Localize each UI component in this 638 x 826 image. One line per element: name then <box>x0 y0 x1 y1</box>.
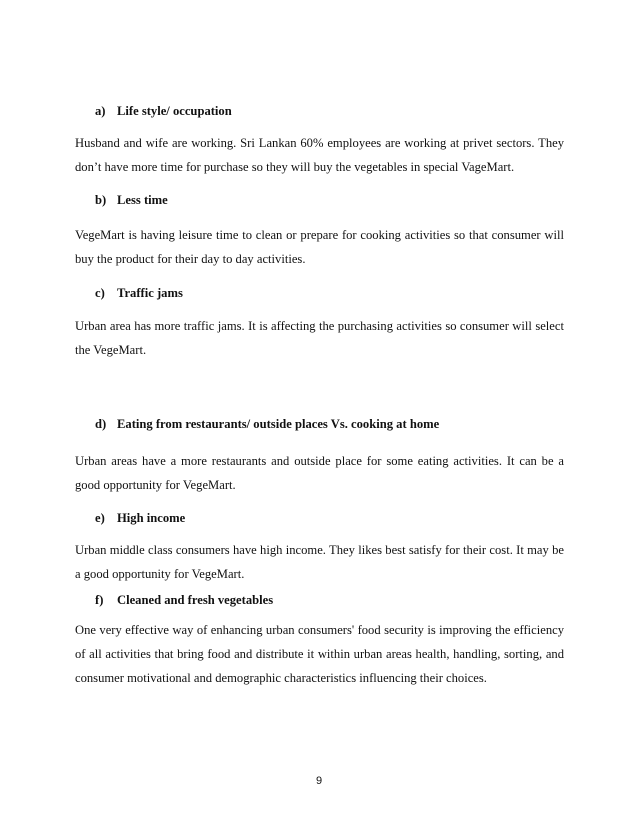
section-c-body: Urban area has more traffic jams. It is affecting the purchasing activities so consumer will select the VegeMart. <box>75 319 564 357</box>
page-number: 9 <box>315 775 323 787</box>
section-d-label: d) <box>95 417 107 431</box>
section-c-title: Traffic jams <box>117 286 183 300</box>
section-b-label: b) <box>95 193 107 207</box>
section-b-title: Less time <box>117 193 168 207</box>
section-e-heading <box>95 511 185 526</box>
section-a-body: Husband and wife are working. Sri Lankan 60% employees are working at privet sectors. They don’t have more time for purchase so they will buy the vegetables in special VageMart. <box>75 136 564 174</box>
section-f-body: One very effective way of enhancing urban consumers' food security is improving the efficiency of all activities that bring food and distribute it within urban areas health, handling, sorting, and consumer motivational and demographic characteristics influencing their choices. <box>75 623 564 685</box>
section-e-title: High income <box>117 511 186 525</box>
section-c-label: c) <box>95 286 105 300</box>
section-a-label: a) <box>95 104 106 118</box>
section-f-title: Cleaned and fresh vegetables <box>117 593 274 607</box>
section-f-heading <box>95 593 273 608</box>
section-d-body: Urban areas have a more restaurants and outside place for some eating activities. It can be a good opportunity for VegeMart. <box>75 454 564 492</box>
section-e-label: e) <box>95 511 105 525</box>
section-e-body: Urban middle class consumers have high income. They likes best satisfy for their cost. It may be a good opportunity for VegeMart. <box>75 543 564 581</box>
section-b-body: VegeMart is having leisure time to clean or prepare for cooking activities so that consumer will buy the product for their day to day activities. <box>75 228 564 266</box>
section-a-heading <box>95 104 232 119</box>
section-b-heading <box>95 193 168 208</box>
section-a-title: Life style/ occupation <box>117 104 232 118</box>
section-f-label: f) <box>95 593 104 607</box>
section-d-heading <box>95 417 439 432</box>
section-c-heading <box>95 286 183 301</box>
section-d-title: Eating from restaurants/ outside places Vs. cooking at home <box>117 417 440 431</box>
